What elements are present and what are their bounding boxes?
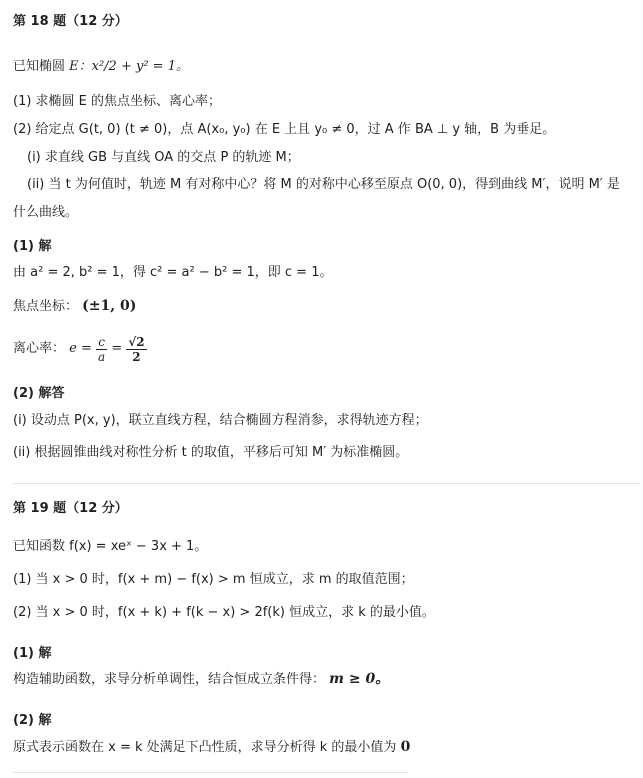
q18-focus-value: (±1, 0) (82, 298, 137, 314)
q18-answer1-heading: (1) 解 (13, 239, 52, 254)
q18-ecc-label: 离心率： (13, 341, 66, 356)
q18-ecc-c: c (98, 334, 105, 349)
q19-part1: (1) 当 x > 0 时，f(x + m) − f(x) > m 恒成立，求 m 的取值范围； (13, 572, 414, 587)
q19-answer1-text: 构造辅助函数，求导分析单调性，结合恒成立条件得： (13, 672, 326, 687)
q18-eccentricity (13, 334, 147, 365)
q19-answer1-result: m ≥ 0。 (329, 671, 390, 687)
q18-stem-prefix: 已知椭圆 (13, 59, 70, 74)
q19-answer2-text: 原式表示函数在 x = k 处满足下凸性质，求导分析得 k 的最小值为 (13, 740, 401, 755)
q18-answer2-ii: (ii) 根据圆锥曲线对称性分析 t 的取值，平移后可知 M′ 为标准椭圆。 (13, 445, 409, 460)
q18-ecc-equals: = (111, 341, 123, 356)
q18-part2-i: (i) 求直线 GB 与直线 OA 的交点 P 的轨迹 M； (27, 150, 300, 165)
q18-ecc-e: e = (69, 341, 92, 356)
q18-ecc-den: 2 (126, 349, 146, 364)
q18-ecc-num: √2 (128, 334, 145, 349)
q18-stem (13, 58, 189, 76)
q19-part2: (2) 当 x > 0 时，f(x + k) + f(k − x) > 2f(k) 恒成立，求 k 的最小值。 (13, 605, 435, 620)
q18-stem-equation: E：x²/2 + y² = 1。 (69, 59, 189, 74)
q18-focus-label: 焦点坐标： (13, 299, 79, 314)
q18-focus (13, 297, 136, 316)
q18-ecc-fraction-root2 (126, 335, 146, 364)
q19-answer2-result: 0 (400, 739, 411, 755)
q18-part2-ii-line2: 什么曲线。 (13, 205, 79, 220)
q18-part2-ii-line1: (ii) 当 t 为何值时，轨迹 M 有对称中心？将 M 的对称中心移至原点 O(0, 0)，得到曲线 M′，说明 M′ 是 (27, 177, 620, 192)
q18-ecc-a: a (98, 349, 106, 364)
q18-answer2-heading: (2) 解答 (13, 386, 65, 401)
q18-part1: (1) 求椭圆 E 的焦点坐标、离心率； (13, 94, 222, 109)
bottom-divider (13, 772, 408, 773)
q19-answer1-heading: (1) 解 (13, 646, 52, 661)
q18-ecc-fraction-ca (96, 335, 107, 364)
q19-title: 第 19 题（12 分） (13, 501, 128, 516)
q18-answer1-line: 由 a² = 2, b² = 1，得 c² = a² − b² = 1，即 c = 1。 (13, 265, 333, 280)
q19-answer1 (13, 670, 389, 689)
q19-stem: 已知函数 f(x) = xeˣ − 3x + 1。 (13, 539, 208, 554)
q18-part2: (2) 给定点 G(t, 0) (t ≠ 0)，点 A(x₀, y₀) 在 E 上且 y₀ ≠ 0，过 A 作 BA ⊥ y 轴，B 为垂足。 (13, 122, 556, 137)
q18-title: 第 18 题（12 分） (13, 14, 128, 29)
q19-answer2 (13, 738, 410, 757)
section-divider (13, 483, 641, 484)
q18-answer2-i: (i) 设动点 P(x, y)，联立直线方程，结合椭圆方程消参，求得轨迹方程； (13, 413, 428, 428)
q19-answer2-heading: (2) 解 (13, 713, 52, 728)
